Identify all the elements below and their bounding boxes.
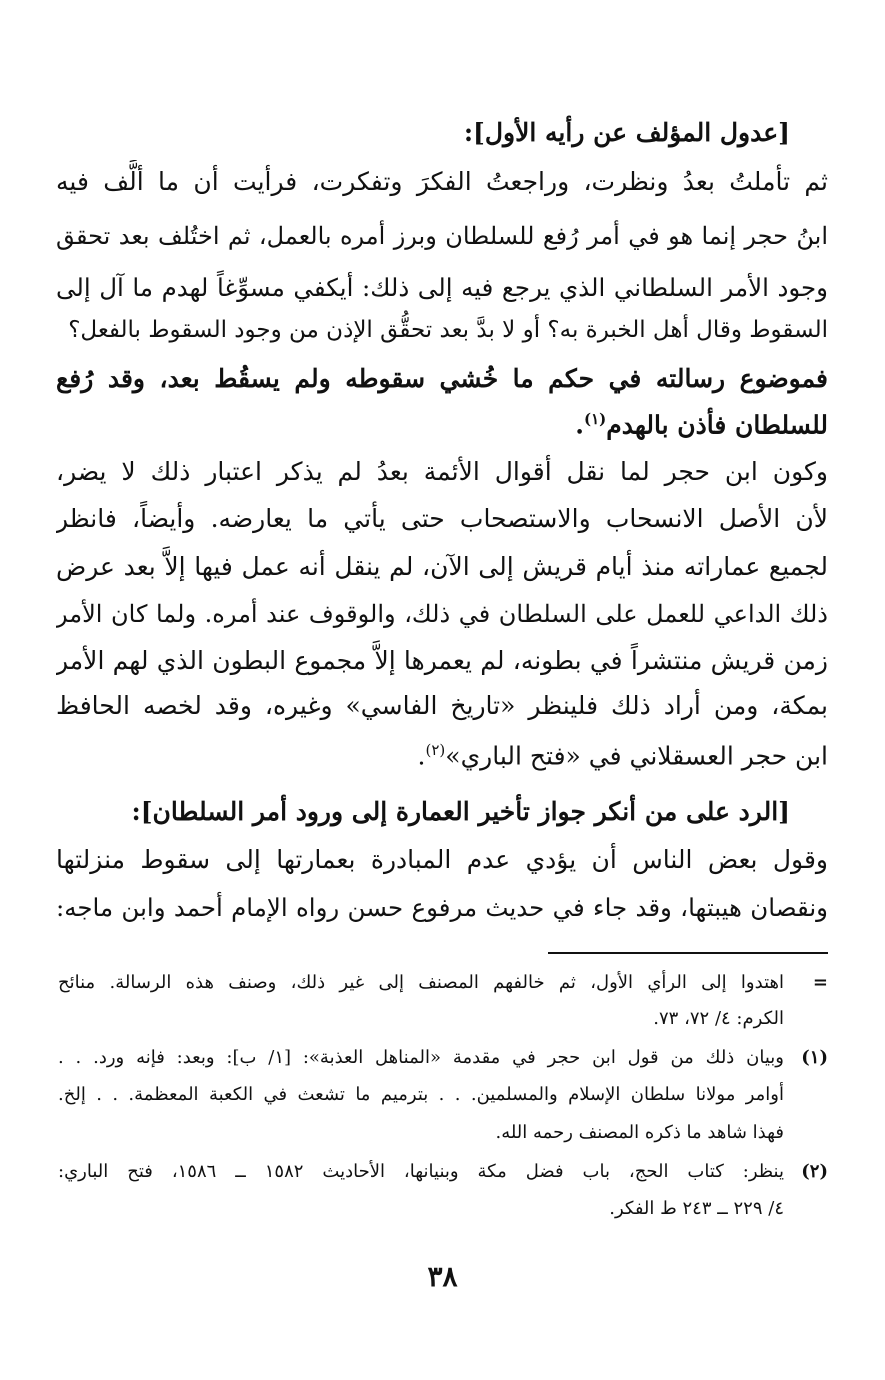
text-line: ثم تأملتُ بعدُ ونظرت، وراجعتُ الفكرَ وتفكرت، فرأيت أن ما ألَّف فيه: [56, 167, 828, 196]
footnote-line: اهتدوا إلى الرأي الأول، ثم خالفهم المصنف إلى غير ذلك، وصنف هذه الرسالة. منائح: [58, 972, 784, 993]
text-line: بمكة، ومن أراد ذلك فلينظر «تاريخ الفاسي» وغيره، وقد لخصه الحافظ: [56, 691, 828, 720]
footnote-line: ٤/ ٢٢٩ ــ ٢٤٣ ط الفكر.: [609, 1198, 784, 1219]
text-line: وقول بعض الناس أن يؤدي عدم المبادرة بعمارتها إلى سقوط منزلتها: [56, 845, 828, 874]
footnote-mark: =: [812, 972, 828, 993]
text-line: ذلك الداعي للعمل على السلطان في ذلك، والوقوف عند أمره. ولما كان الأمر: [56, 600, 828, 628]
text-line: زمن قريش منتشراً في بطونه، لم يعمرها إلاَّ مجموع البطون الذي لهم الأمر: [56, 646, 828, 675]
line-text: ابن حجر العسقلاني في «فتح الباري»: [445, 741, 828, 771]
text-line: لجميع عماراته منذ أيام قريش إلى الآن، لم ينقل أنه عمل فيها إلاَّ بعد عرض: [56, 552, 828, 581]
text-line: وكون ابن حجر لما نقل أقوال الأئمة بعدُ لم يذكر اعتبار ذلك لا يضر،: [56, 457, 828, 486]
footnote-ref: (٢): [425, 741, 446, 759]
text-line: السقوط وقال أهل الخبرة به؟ أو لا بدَّ بعد تحقُّق الإذن من وجود السقوط بالفعل؟: [68, 317, 828, 343]
footnote-line: أوامر مولانا سلطان الإسلام والمسلمين. . . بترميم ما تشعث في الكعبة المعظمة. . . إلخ.: [58, 1084, 784, 1105]
text-line: ونقصان هيبتها، وقد جاء في حديث مرفوع حسن رواه الإمام أحمد وابن ماجه:: [56, 893, 828, 922]
footnote-mark: (٢): [801, 1161, 828, 1182]
footnote-line: ينظر: كتاب الحج، باب فضل مكة وبنيانها، الأحاديث ١٥٨٢ ــ ١٥٨٦، فتح الباري:: [58, 1161, 784, 1182]
line-text: للسلطان فأذن بالهدم: [606, 410, 828, 440]
text-line: لأن الأصل الانسحاب والاستصحاب حتى يأتي ما يعارضه. وأيضاً، فانظر: [56, 504, 828, 533]
footnote-line: فهذا شاهد ما ذكره المصنف رحمه الله.: [495, 1122, 784, 1143]
text-line: ابنُ حجر إنما هو في أمر رُفع للسلطان وبرز أمره بالعمل، ثم اختُلف بعد تحقق: [56, 222, 828, 250]
footnote-ref: (١): [583, 410, 607, 428]
footnote-separator: [548, 952, 828, 954]
text-line: ابن حجر العسقلاني في «فتح الباري»$^{(٢)}$.: [417, 741, 828, 771]
text-line: للسلطان فأذن بالهدم$^{(١)}$.: [575, 410, 828, 440]
footnote-line: وبيان ذلك من قول ابن حجر في مقدمة «المناهل العذبة»: [١/ ب]: وبعد: فإنه ورد. . .: [58, 1047, 784, 1068]
section-heading: [الرد على من أنكر جواز تأخير العمارة إلى ورود أمر السلطان]:: [131, 797, 790, 826]
text-line: فموضوع رسالته في حكم ما خُشي سقوطه ولم يسقُط بعد، وقد رُفع: [56, 364, 828, 393]
section-heading: [عدول المؤلف عن رأيه الأول]:: [463, 118, 790, 147]
footnote-line: الكرم: ٤/ ٧٢، ٧٣.: [653, 1008, 784, 1029]
page-number: ٣٨: [427, 1260, 458, 1293]
footnote-mark: (١): [801, 1047, 828, 1068]
text-line: وجود الأمر السلطاني الذي يرجع فيه إلى ذلك: أيكفي مسوِّغاً لهدم ما آل إلى: [56, 273, 828, 302]
